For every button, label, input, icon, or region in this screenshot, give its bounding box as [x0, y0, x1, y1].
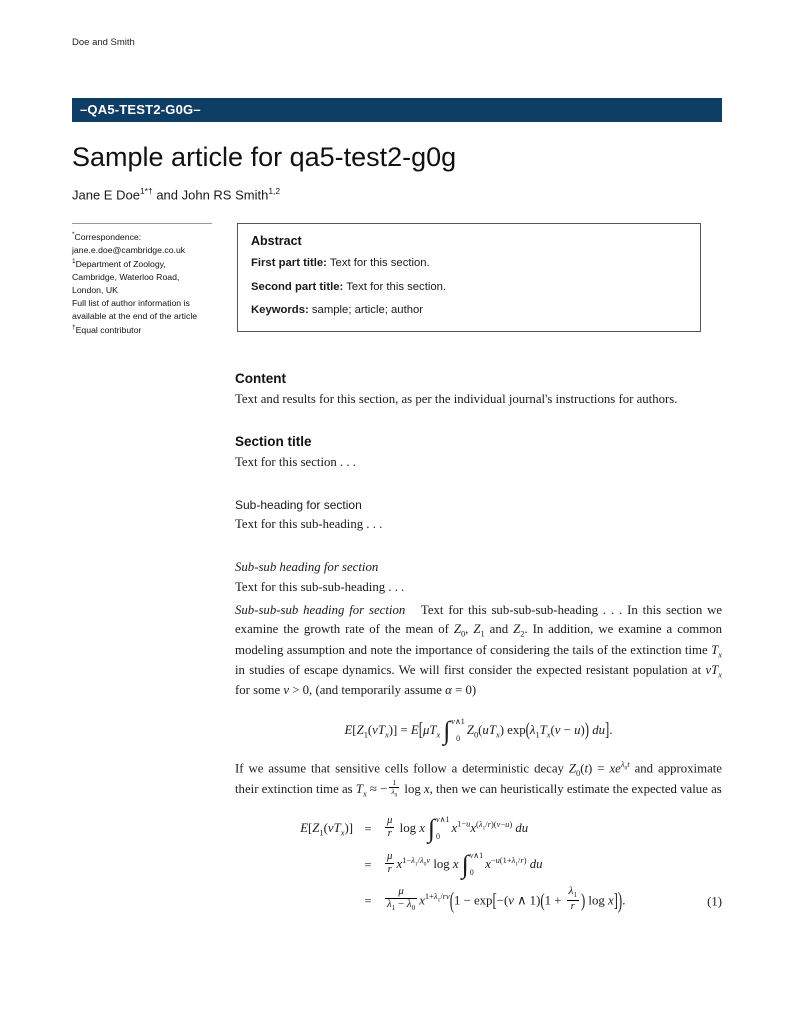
- abstract-title: Abstract: [251, 234, 302, 249]
- abstract-box: [237, 223, 701, 332]
- abstract-second-part: [251, 279, 687, 295]
- aligned-equations: [235, 813, 722, 915]
- equation-lhs: $E[Z_1(vT_x)]$: [300, 820, 353, 838]
- abstract-second-part-label: Second part title:: [251, 280, 344, 293]
- abstract-keywords-label: Keywords:: [251, 304, 309, 317]
- equation-relation: =: [364, 821, 372, 836]
- correspondence-note: *Correspondence: jane.e.doe@cambridge.co.uk $^1$Department of Zoology, Cambridge, Waterloo Road, London, UK Full list of author information is available at the end of the article †Equal contributor: [72, 223, 212, 337]
- equation-row-3: [235, 885, 722, 915]
- equation-row-1: [235, 813, 722, 844]
- running-head: Doe and Smith: [72, 37, 135, 48]
- abstract-first-part-label: First part title:: [251, 257, 327, 270]
- subsection-paragraph: Text for this sub-heading . . .: [235, 516, 383, 531]
- abstract-keywords: [251, 302, 687, 318]
- equation-rhs: $\frac{\mu}{r}$ $x^{1-\lambda_1/\lambda_0v}$ log x ∫ v∧1 0 $x^{-u(1+\lambda_1/r)}$ du: [387, 849, 543, 880]
- runin-text: Text for this sub-sub-sub-heading . . . In this section we examine the growth rate of the mean of $Z_0$, $Z_1$ and $Z_2$. In addition, we examine a common modeling assumption and note the importance of considering the tails of the extinction time $T_x$ in studies of escape dynamics. We will first consider the expected resistant population at $vT_x$ for some v > 0, (and temporarily assume α = 0): [235, 603, 723, 697]
- authors-line: Jane E Doe$^{1*\dagger}$ and John RS Smith$^{1,2}$: [72, 186, 281, 203]
- after-equation-paragraph: If we assume that sensitive cells follow a deterministic decay $Z_0(t) = xe^{\lambda_0t}$ and approximate their extinction time as $T_x$ ≈ − $\frac{1}{\lambda_0}$ log x, then we can heuristically estimate the expected value as: [235, 759, 722, 799]
- top-matter: [72, 223, 722, 337]
- equation-relation: =: [364, 894, 372, 909]
- abstract-first-part: [251, 255, 687, 271]
- abstract-first-part-text: Text for this section.: [329, 257, 430, 270]
- abstract-keywords-text: sample; article; author: [311, 304, 424, 317]
- subsubsection-paragraph: Text for this sub-sub-heading . . .: [235, 579, 405, 594]
- article-body: [235, 371, 722, 915]
- equation-rhs: $\frac{\mu}{\lambda_1 - \lambda_0}$ $x^{1+\lambda_1/rv}(1 - \exp[-(v$ ∧ 1)(1 + $\frac{\lambda_1}{r}$ ) log x]).: [387, 885, 626, 914]
- subsubsection-heading: Sub-sub heading for section: [235, 559, 379, 574]
- abstract-second-part-text: Text for this section.: [346, 280, 447, 293]
- equation-relation: =: [364, 857, 372, 872]
- section-heading-content: Content: [235, 371, 286, 387]
- article-title: Sample article for qa5-test2-g0g: [72, 142, 457, 172]
- equation-number: (1): [707, 894, 722, 909]
- section-paragraph: Text for this section . . .: [235, 454, 357, 469]
- display-equation: $E[Z_1(vT_x)] = E[\mu T_x$ ∫ v∧1 0 $Z_0(uT_x) \exp(\lambda_1T_x(v - u))$ du].: [344, 716, 613, 746]
- equation-row-2: [235, 849, 722, 880]
- journal-banner: –QA5-TEST2-G0G–: [72, 98, 722, 122]
- content-paragraph: Text and results for this section, as per the individual journal's instructions for authors.: [235, 392, 678, 407]
- runin-paragraph: [235, 601, 722, 700]
- equation-rhs: $\frac{\mu}{r}$ log x ∫ v∧1 0 $x^{1-u}x^{(\lambda_1/r)(v-u)}$ du: [387, 813, 529, 844]
- runin-heading: Sub-sub-sub heading for section: [235, 603, 406, 618]
- section-heading-section-title: Section title: [235, 433, 312, 449]
- subsection-heading: Sub-heading for section: [235, 497, 362, 512]
